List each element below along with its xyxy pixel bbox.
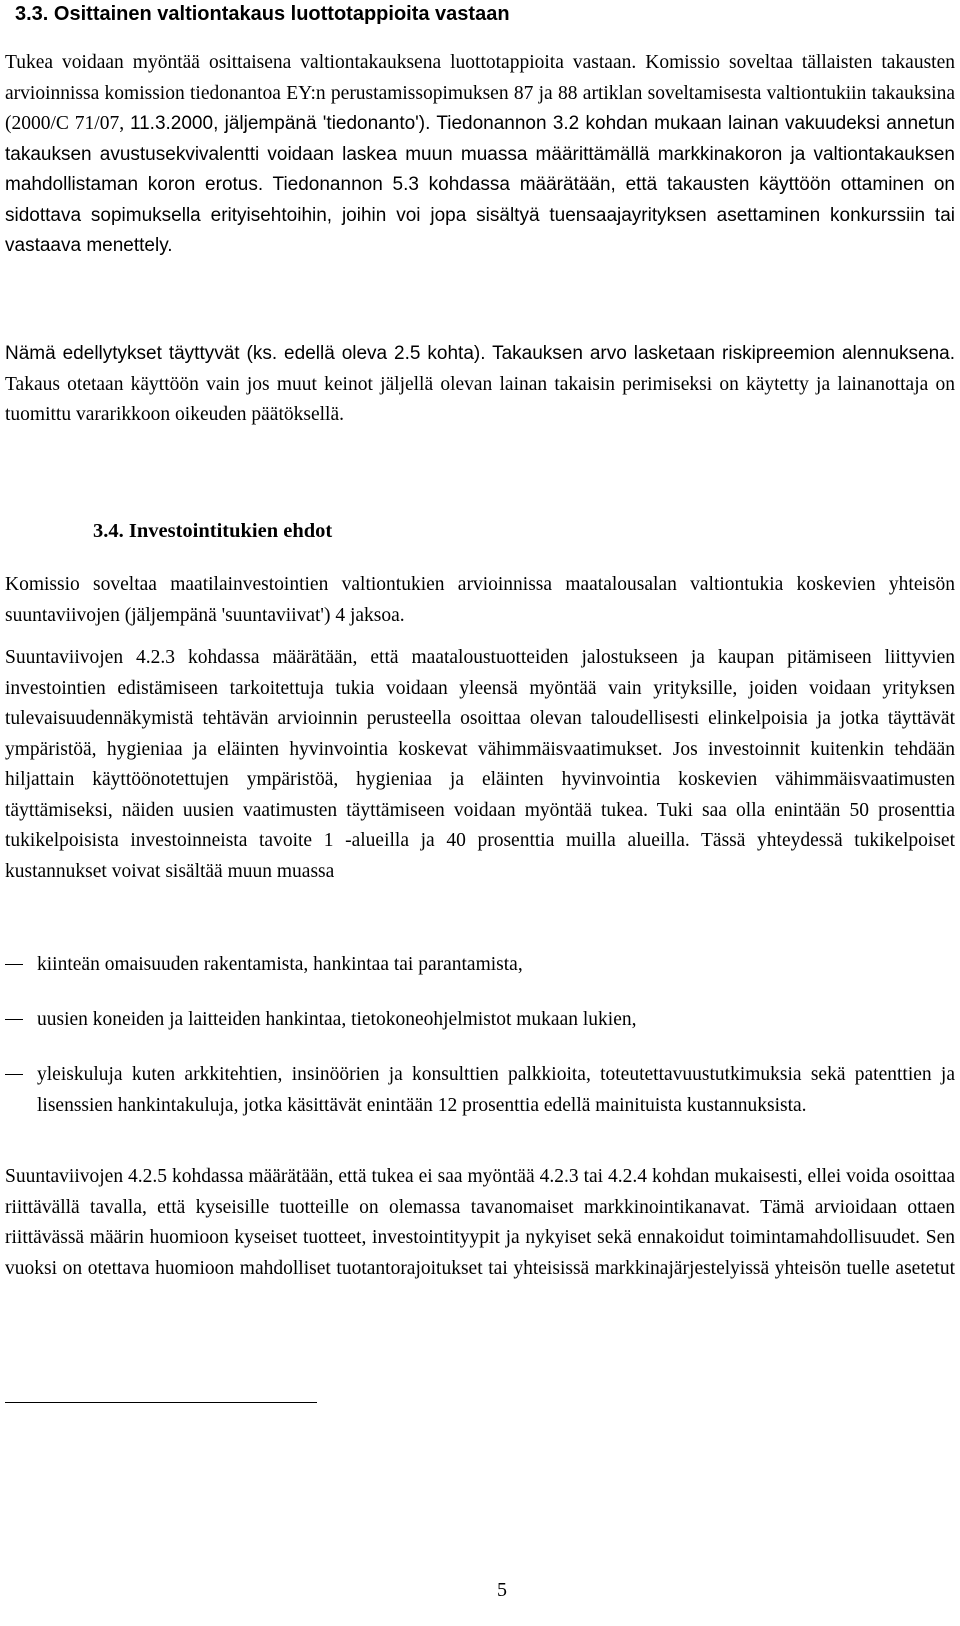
list-item-text: yleiskuluja kuten arkkitehtien, insinöörien ja konsulttien palkkioita, toteutettavuustutkimuksia sekä patenttien ja lisenssien hankintakuluja, jotka käsittävät enintään 12 prosenttia edellä mainituista kustannuksista. — [37, 1064, 955, 1116]
paragraph-guarantee-intro — [5, 48, 955, 262]
section-heading-3-4: 3.4. Investointitukien ehdot — [93, 520, 333, 542]
footnote-separator — [5, 1402, 317, 1403]
dash-bullet-icon — [5, 964, 23, 965]
paragraph-conditions-met-part-a: Nämä edellytykset täyttyvät (ks. edellä oleva 2.5 kohta). Takauksen arvo lasketaan riskipreemion alennuksena. — [5, 343, 955, 364]
list-item — [5, 1005, 955, 1036]
list-item-text: kiinteän omaisuuden rakentamista, hankintaa tai parantamista, — [37, 954, 523, 975]
paragraph-guidelines-4-2-3: Suuntaviivojen 4.2.3 kohdassa määrätään, että maataloustuotteiden jalostukseen ja kaupan pitämiseen liittyvien investointien edistämiseen tarkoitettuja tukia voidaan yleensä myöntää vain yrityksille, joiden voidaan yrityksen tulevaisuudennäkymistä tehtävän arvioinnin perusteella osoittaa olevan taloudellisesti elinkelpoisia ja jotka täyttävät ympäristöä, hygieniaa ja eläinten hyvinvointia koskevat vähimmäisvaatimukset. Jos investoinnit kuitenkin tehdään hiljattain käyttöönotettujen ympäristöä, hygieniaa ja eläinten hyvinvointia koskevien vähimmäisvaatimusten täyttämiseksi, näiden uusien vaatimusten täyttämiseen voidaan myöntää tukea. Tuki saa olla enintään 50 prosenttia tukikelpoisista investoinneista tavoite 1 -alueilla ja 40 prosenttia muilla alueilla. Tässä yhteydessä tukikelpoiset kustannukset voivat sisältää muun muassa — [5, 647, 955, 882]
eligible-costs-list-2 — [5, 1005, 955, 1036]
paragraph-guarantee-intro-part-b: 11.3.2000, jäljempänä 'tiedonanto'). Tiedonannon 3.2 kohdan mukaan lainan vakuudeksi annetun takauksen avustusekvivalentti voidaan laskea muun muassa määrittämällä markkinakoron ja valtiontakauksen mahdollistaman koron erotus. Tiedonannon 5.3 kohdassa määrätään, että takausten käyttöön ottaminen on sidottava sopimuksella erityisehtoihin, joihin voi jopa sisältyä tuensaajayrityksen asettaminen konkurssiin tai vastaava menettely. — [5, 113, 955, 256]
paragraph-conditions-met-part-b: Takaus otetaan käyttöön vain jos muut keinot jäljellä olevan lainan takaisin perimiseksi on käytetty ja lainanottaja on tuomittu vararikkoon oikeuden päätöksellä. — [5, 373, 955, 425]
eligible-costs-list-1 — [5, 950, 955, 981]
list-item — [5, 950, 955, 981]
paragraph-conditions-met — [5, 339, 955, 431]
paragraph-guidelines-4-2-5: Suuntaviivojen 4.2.5 kohdassa määrätään, että tukea ei saa myöntää 4.2.3 tai 4.2.4 kohdan mukaisesti, ellei voida osoittaa riittävällä tavalla, että kyseisille tuotteille on olemassa tavanomaiset markkinointikanavat. Tämä arvioidaan ottaen riittävässä määrin huomioon kyseiset tuotteet, investointityypit ja nykyiset sekä ennakoidut toimintamahdollisuudet. Sen vuoksi on otettava huomioon mahdolliset tuotantorajoitukset tai yhteisissä markkinajärjestelyissä yhteisön tuelle asetetut — [5, 1166, 955, 1279]
section-heading-3-3: 3.3. Osittainen valtiontakaus luottotappioita vastaan — [15, 3, 510, 25]
eligible-costs-list-3 — [5, 1060, 955, 1121]
paragraph-guidelines-intro: Komissio soveltaa maatilainvestointien valtiontukien arvioinnissa maatalousalan valtiontukia koskevien yhteisön suuntaviivojen (jäljempänä 'suuntaviivat') 4 jaksoa. — [5, 574, 955, 626]
dash-bullet-icon — [5, 1074, 23, 1075]
list-item-text: uusien koneiden ja laitteiden hankintaa, tietokoneohjelmistot mukaan lukien, — [37, 1009, 637, 1030]
document-page — [5, 0, 955, 1626]
paragraph-guarantee-intro-part-a: Tukea voidaan myöntää osittaisena valtiontakauksena luottotappioita vastaan. Komissio soveltaa tällaisten takausten arvioinnissa komission tiedonantoa EY:n perustamissopimuksen 87 ja 88 artiklan soveltamisesta valtiontukiin takauksina (2000/C 71/07, — [5, 52, 955, 134]
list-item — [5, 1060, 955, 1121]
page-number: 5 — [497, 1579, 507, 1601]
dash-bullet-icon — [5, 1019, 23, 1020]
